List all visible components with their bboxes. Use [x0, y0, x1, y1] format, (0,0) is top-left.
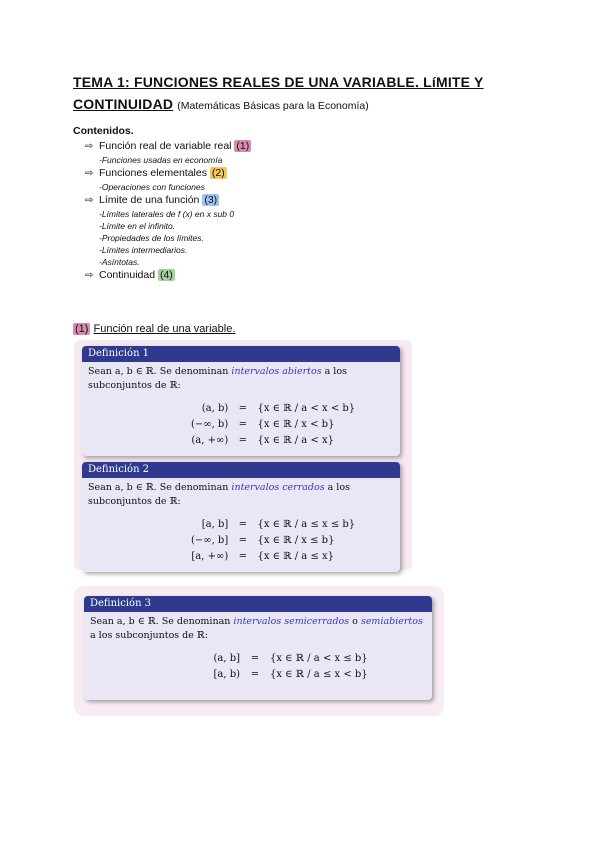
definition-box-2: [82, 462, 400, 572]
contents-subitem: -Límites laterales de f (x) en x sub 0: [99, 209, 235, 219]
equation-list: [160, 517, 394, 565]
title-line-2: CONTINUIDAD: [73, 96, 174, 112]
eq-right: {x ∈ ℝ / a ≤ x < b}: [270, 669, 368, 680]
eq-sign: =: [238, 403, 248, 414]
arrow-icon: ⇨: [85, 195, 94, 206]
contents-subitem: -Límite en el infinito.: [99, 221, 176, 231]
contents-heading: Contenidos.: [73, 125, 134, 137]
section-heading: [73, 323, 235, 335]
definition-term-alt: semiabiertos: [360, 616, 423, 627]
definition-title: Definición 2: [82, 462, 400, 478]
arrow-icon: ⇨: [85, 141, 94, 152]
equation-row: [160, 517, 394, 533]
equation-row: [160, 433, 394, 449]
equation-row: [160, 549, 394, 565]
definition-term: intervalos semicerrados: [233, 616, 350, 627]
definition-body: [84, 612, 432, 686]
definition-title: Definición 3: [84, 596, 432, 612]
eq-sign: =: [250, 669, 260, 680]
definition-text: a los subconjuntos de ℝ:: [88, 366, 347, 391]
definition-text: a los subconjuntos de ℝ:: [88, 482, 350, 507]
equation-row: [170, 651, 426, 667]
equation-list: [170, 651, 426, 683]
eq-left: (−∞, b]: [190, 535, 229, 546]
eq-sign: =: [238, 551, 248, 562]
item-tag: (2): [211, 167, 225, 179]
definition-body: [82, 478, 400, 568]
equation-row: [160, 533, 394, 549]
equation-row: [160, 401, 394, 417]
page-title: [73, 71, 493, 117]
eq-left: [a, b): [213, 669, 240, 680]
definition-text: o: [352, 616, 358, 627]
item-tag: (3): [204, 194, 218, 206]
definition-box-3: [84, 596, 432, 700]
contents-list: [73, 125, 373, 283]
eq-sign: =: [238, 419, 248, 430]
eq-right: {x ∈ ℝ / x < b}: [257, 419, 335, 430]
contents-subitem: -Asíntotas.: [99, 257, 140, 267]
eq-left: (−∞, b): [190, 419, 229, 430]
section-label: Función real de una variable.: [93, 323, 236, 335]
eq-right: {x ∈ ℝ / a < x}: [257, 435, 334, 446]
eq-sign: =: [238, 519, 248, 530]
contents-subitem: -Operaciones con funciones: [99, 182, 205, 192]
eq-left: [a, b]: [201, 519, 229, 530]
eq-left: (a, +∞): [191, 435, 229, 446]
title-line-1: TEMA 1: FUNCIONES REALES DE UNA VARIABLE. LíMITE Y: [73, 74, 484, 90]
definition-term: intervalos cerrados: [231, 482, 325, 493]
eq-right: {x ∈ ℝ / x ≤ b}: [257, 535, 335, 546]
contents-item-1: [85, 139, 373, 154]
definition-text: a los subconjuntos de ℝ:: [90, 630, 209, 641]
definition-text: Sean a, b ∈ ℝ. Se denominan: [88, 482, 229, 493]
title-subtitle: (Matemáticas Básicas para la Economía): [177, 100, 369, 112]
item-label: Funciones elementales: [99, 167, 207, 179]
eq-sign: =: [250, 653, 260, 664]
definition-box-1: [82, 346, 400, 456]
equation-row: [170, 667, 426, 683]
contents-subitem: -Límites intermediarios.: [99, 245, 188, 255]
item-label: Continuidad: [99, 269, 156, 281]
arrow-icon: ⇨: [85, 168, 94, 179]
eq-sign: =: [238, 535, 248, 546]
contents-item-2: [85, 166, 373, 181]
equation-list: [160, 401, 394, 449]
item-label: Función real de variable real: [99, 140, 232, 152]
contents-subitem: -Funciones usadas en economía: [99, 155, 223, 165]
definition-text: Sean a, b ∈ ℝ. Se denominan: [88, 366, 229, 377]
contents-subitem: -Propiedades de los límites.: [99, 233, 204, 243]
eq-left: (a, b]: [213, 653, 240, 664]
item-tag: (1): [236, 140, 250, 152]
contents-item-4: [85, 268, 373, 283]
arrow-icon: ⇨: [85, 270, 94, 281]
item-tag: (4): [159, 269, 173, 281]
definition-title: Definición 1: [82, 346, 400, 362]
eq-right: {x ∈ ℝ / a ≤ x}: [257, 551, 334, 562]
eq-right: {x ∈ ℝ / a < x ≤ b}: [270, 653, 368, 664]
eq-left: (a, b): [201, 403, 229, 414]
definition-body: [82, 362, 400, 452]
eq-right: {x ∈ ℝ / a ≤ x ≤ b}: [257, 519, 356, 530]
equation-row: [160, 417, 394, 433]
section-tag: (1): [75, 323, 89, 335]
definition-text: Sean a, b ∈ ℝ. Se denominan: [90, 616, 231, 627]
definition-term: intervalos abiertos: [231, 366, 322, 377]
eq-right: {x ∈ ℝ / a < x < b}: [257, 403, 356, 414]
contents-item-3: [85, 193, 373, 208]
eq-left: [a, +∞): [191, 551, 229, 562]
eq-sign: =: [238, 435, 248, 446]
item-label: Límite de una función: [99, 194, 200, 206]
